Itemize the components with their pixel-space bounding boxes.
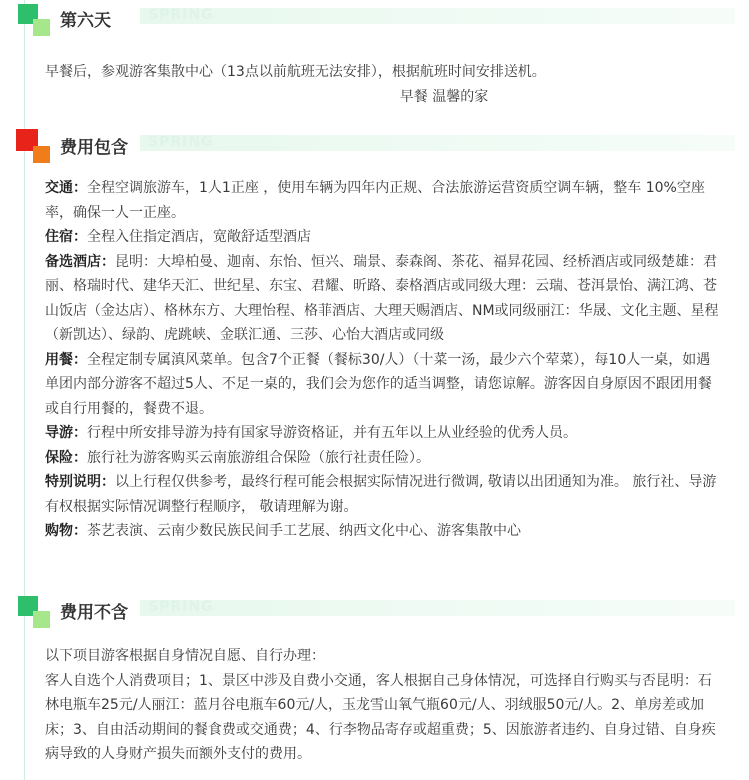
item-text: 以上行程仅供参考，最终行程可能会根据实际情况进行微调, 敬请以出团通知为准。 旅行社、导游有权根据实际情况调整行程顺序， 敬请理解为谢。 <box>45 474 717 515</box>
included-shopping <box>45 519 723 544</box>
item-text: 茶艺表演、云南少数民族民间手工艺展、纳西文化中心、游客集散中心 <box>87 523 521 539</box>
item-text: 行程中所安排导游为持有国家导游资格证，并有五年以上从业经验的优秀人员。 <box>87 425 577 441</box>
excluded-section <box>0 592 749 767</box>
included-lodging <box>45 225 723 250</box>
included-transport <box>45 176 723 225</box>
included-insurance <box>45 446 723 471</box>
excluded-title: 费用不含 <box>60 603 128 623</box>
item-text: 全程定制专属滇风菜单。包含7个正餐（餐标30/人）（十菜一汤，最少六个荤菜），每10人一桌，如遇单团内部分游客不超过5人、不足一桌的，我们会为您作的适当调整，请您谅解。游客因自身原因不跟团用餐或自行用餐的，餐费不退。 <box>45 351 712 417</box>
header-band <box>140 8 735 24</box>
item-label: 住宿： <box>45 229 87 245</box>
item-label: 特别说明： <box>45 474 115 490</box>
item-text: 全程空调旅游车，1人1正座 ，使用车辆为四年内正规、合法旅游运营资质空调车辆，整车 10%空座率，确保一人一正座。 <box>45 180 705 221</box>
item-label: 交通： <box>45 180 87 196</box>
item-label: 用餐： <box>45 351 87 368</box>
included-guide <box>45 421 723 446</box>
day6-header <box>0 0 749 36</box>
included-header <box>0 127 749 163</box>
day6-meals: 早餐 温馨的家 <box>399 88 489 105</box>
header-band <box>140 600 735 616</box>
excluded-intro: 以下项目游客根据自身情况自愿、自行办理： <box>45 648 325 664</box>
excluded-header <box>0 592 749 628</box>
light-green-square-icon <box>33 611 50 628</box>
included-list <box>0 176 749 544</box>
included-section <box>0 127 749 544</box>
item-text: 昆明：大埠柏曼、迦南、东怡、恒兴、瑞景、泰森阁、茶花、福昇花园、经桥酒店或同级楚雄：君丽、格瑞时代、建华天汇、世纪星、东宝、君耀、昕路、泰格酒店或同级大理：云瑞、苍洱景怡、满江鸿、苍山饭店（金达店）、格林东方、大理怡程、格菲酒店、大理天赐酒店、NM或同级丽江：华晟、文化主题、星程（新凯达）、绿韵、虎跳峡、金联汇通、三莎、心怡大酒店或同级 <box>45 253 719 343</box>
day6-title: 第六天 <box>60 11 111 31</box>
header-watermark: SPRING <box>148 7 214 23</box>
included-meals <box>45 348 723 422</box>
day6-itinerary: 早餐后，参观游客集散中心（13点以前航班无法安排），根据航班时间安排送机。 <box>45 64 546 80</box>
header-watermark: SPRING <box>148 599 214 615</box>
included-hotels <box>45 250 723 348</box>
item-label: 导游： <box>45 425 87 441</box>
item-label: 备选酒店： <box>45 253 115 270</box>
item-text: 旅行社为游客购买云南旅游组合保险（旅行社责任险）。 <box>87 449 430 466</box>
header-band <box>140 135 735 151</box>
header-watermark: SPRING <box>148 134 214 150</box>
item-label: 保险： <box>45 449 87 466</box>
item-label: 购物： <box>45 523 87 539</box>
item-text: 全程入住指定酒店，宽敞舒适型酒店 <box>87 229 311 245</box>
excluded-text: 客人自选个人消费项目；1、景区中涉及自费小交通，客人根据自己身体情况，可选择自行购买与否昆明：石林电瓶车25元/人丽江：蓝月谷电瓶车60元/人，玉龙雪山氧气瓶60元/人、羽绒服50元/人。2、单房差或加床；3、自由活动期间的餐食费或交通费；4、行李物品寄存或超重费；5、因旅游者违约、自身过错、自身疾病导致的人身财产损失而额外支付的费用。 <box>45 672 716 762</box>
orange-square-icon <box>33 146 50 163</box>
light-green-square-icon <box>33 19 50 36</box>
included-title: 费用包含 <box>60 138 128 158</box>
included-notes <box>45 470 723 519</box>
day6-section <box>0 0 749 109</box>
